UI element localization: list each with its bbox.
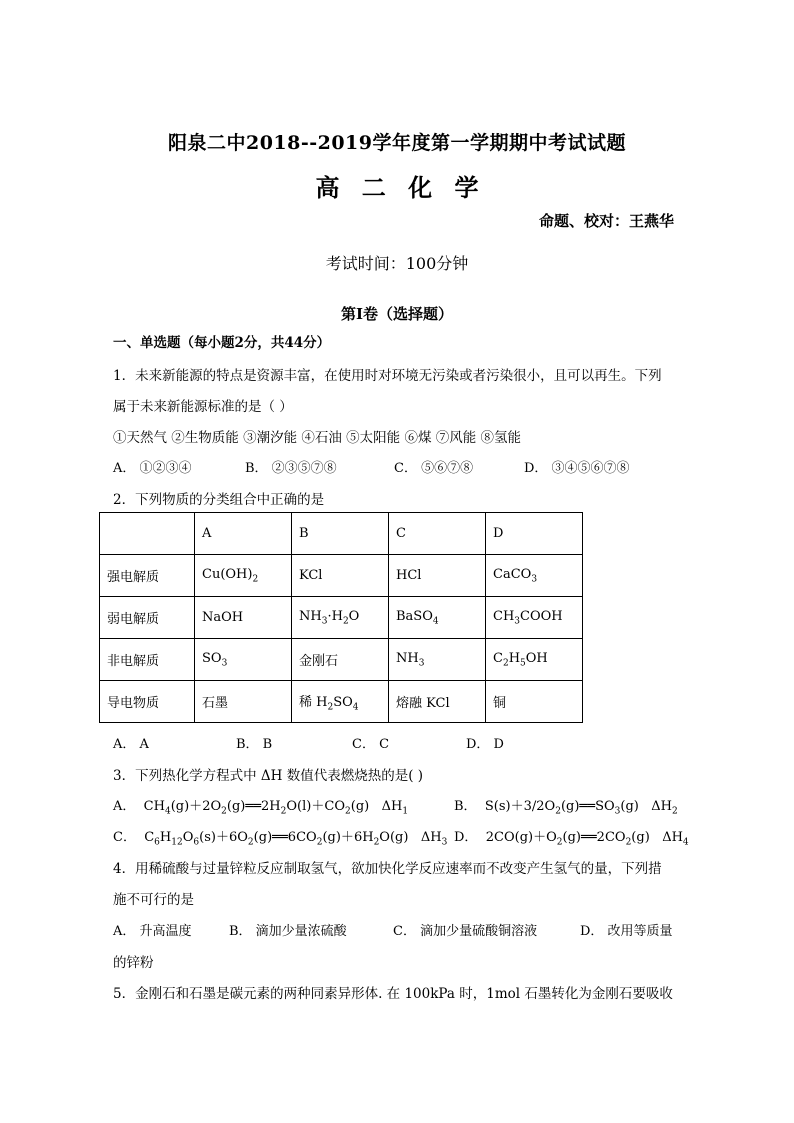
q3-option-c: C． $C_6H_{12}O_6(s)+6O_2(g)══6CO_2(g)+6H_2O(g)$ $\Delta H_3$ xyxy=(113,830,448,848)
q3-option-a-equation: $CH_4(g)+2O_2(g)══2H_2O(l)+CO_2(g)$ xyxy=(143,799,370,817)
q4-line2: 施不可行的是 xyxy=(113,892,194,908)
q4-line-cont: 的锌粉 xyxy=(113,955,154,971)
table-row xyxy=(100,555,583,597)
table-cell: $NH_3\cdot H_2O$ xyxy=(292,597,389,639)
table-cell: A xyxy=(195,513,292,555)
table-cell: C xyxy=(389,513,486,555)
q4-line1: 4．用稀硫酸与过量锌粒反应制取氢气，欲加快化学反应速率而不改变产生氢气的量，下列措 xyxy=(113,861,662,877)
table-cell: BaSO$_4$ xyxy=(389,597,486,639)
row-label: 非电解质 xyxy=(100,639,195,681)
section-title: 一、单选题（每小题2分，共44分） xyxy=(113,335,331,351)
q2-option-b: B． B xyxy=(236,737,273,752)
table-cell: 稀 $H_2SO_4$ xyxy=(292,681,389,723)
q1-option-a: A． ①②③④ xyxy=(113,461,192,476)
row-label: 强电解质 xyxy=(100,555,195,597)
q3-option-a: A． $CH_4(g)+2O_2(g)══2H_2O(l)+CO_2(g)$ $\Delta H_1$ xyxy=(113,799,409,817)
q5-line1: 5．金刚石和石墨是碳元素的两种同素异形体. 在 100kPa 时，1mol 石墨转化为金刚石要吸收 xyxy=(113,986,673,1002)
table-cell: HCl xyxy=(389,555,486,597)
q2-option-d: D． D xyxy=(466,737,504,752)
q3-option-b: B． $S(s)+3/2O_2(g)══SO_3(g)$ $\Delta H_2$ xyxy=(454,799,678,817)
table-row xyxy=(100,681,583,723)
q1-line2: 属于未来新能源标准的是（ ） xyxy=(113,399,293,415)
table-header-row xyxy=(100,513,583,555)
part-title: 第Ⅰ卷（选择题） xyxy=(340,305,454,323)
table-cell: CaCO$_3$ xyxy=(486,555,583,597)
q4-option-c: C． 滴加少量硫酸铜溶液 xyxy=(393,924,538,939)
table-cell: NaOH xyxy=(195,597,292,639)
q1-line1: 1．未来新能源的特点是资源丰富，在使用时对环境无污染或者污染很小，且可以再生。下列 xyxy=(113,368,662,384)
table-cell: $SO_3$ xyxy=(195,639,292,681)
author-line: 命题、校对：王燕华 xyxy=(538,212,674,230)
q3-option-b-equation: $S(s)+3/2O_2(g)══SO_3(g)$ xyxy=(484,799,639,817)
q1-option-d: D． ③④⑤⑥⑦⑧ xyxy=(524,461,630,476)
table-cell xyxy=(100,513,195,555)
q3-option-c-equation: $C_6H_{12}O_6(s)+6O_2(g)══6CO_2(g)+6H_2O(g)$ xyxy=(144,830,409,848)
q4-option-a: A． 升高温度 xyxy=(113,924,192,939)
q1-option-c: C． ⑤⑥⑦⑧ xyxy=(394,461,474,476)
q2-option-c: C． C xyxy=(352,737,390,752)
q3-stem: 3．下列热化学方程式中 ΔH 数值代表燃烧热的是( ) xyxy=(113,768,424,784)
subject-title: 高 二 化 学 xyxy=(315,173,479,202)
table-cell: KCl xyxy=(292,555,389,597)
q3-option-d-equation: $2CO(g)+O_2(g)══2CO_2(g)$ xyxy=(485,830,650,848)
exam-time: 考试时间：100分钟 xyxy=(325,254,469,273)
table-cell: 熔融 KCl xyxy=(389,681,486,723)
q1-items: ①天然气 ②生物质能 ③潮汐能 ④石油 ⑤太阳能 ⑥煤 ⑦风能 ⑧氢能 xyxy=(113,430,522,446)
table-row xyxy=(100,597,583,639)
table-cell: $CH_3COOH$ xyxy=(486,597,583,639)
table-cell: 金刚石 xyxy=(292,639,389,681)
school-title: 阳泉二中2018--2019学年度第一学期期中考试试题 xyxy=(167,132,627,154)
table-cell: $Cu(OH)_2$ xyxy=(195,555,292,597)
classification-table xyxy=(99,512,583,723)
table-cell: 铜 xyxy=(486,681,583,723)
q2-stem: 2．下列物质的分类组合中正确的是 xyxy=(113,492,325,508)
q3-option-d: D． $2CO(g)+O_2(g)══2CO_2(g)$ $\Delta H_4$ xyxy=(454,830,689,848)
table-cell: $C_2H_5OH$ xyxy=(486,639,583,681)
table-cell: 石墨 xyxy=(195,681,292,723)
table-cell: $NH_3$ xyxy=(389,639,486,681)
q4-option-b: B． 滴加少量浓硫酸 xyxy=(229,924,347,939)
table-cell: B xyxy=(292,513,389,555)
q4-option-d: D． 改用等质量 xyxy=(580,924,673,939)
table-row xyxy=(100,639,583,681)
q2-option-a: A． A xyxy=(113,737,149,752)
row-label: 弱电解质 xyxy=(100,597,195,639)
q1-option-b: B． ②③⑤⑦⑧ xyxy=(245,461,337,476)
table-cell: D xyxy=(486,513,583,555)
row-label: 导电物质 xyxy=(100,681,195,723)
